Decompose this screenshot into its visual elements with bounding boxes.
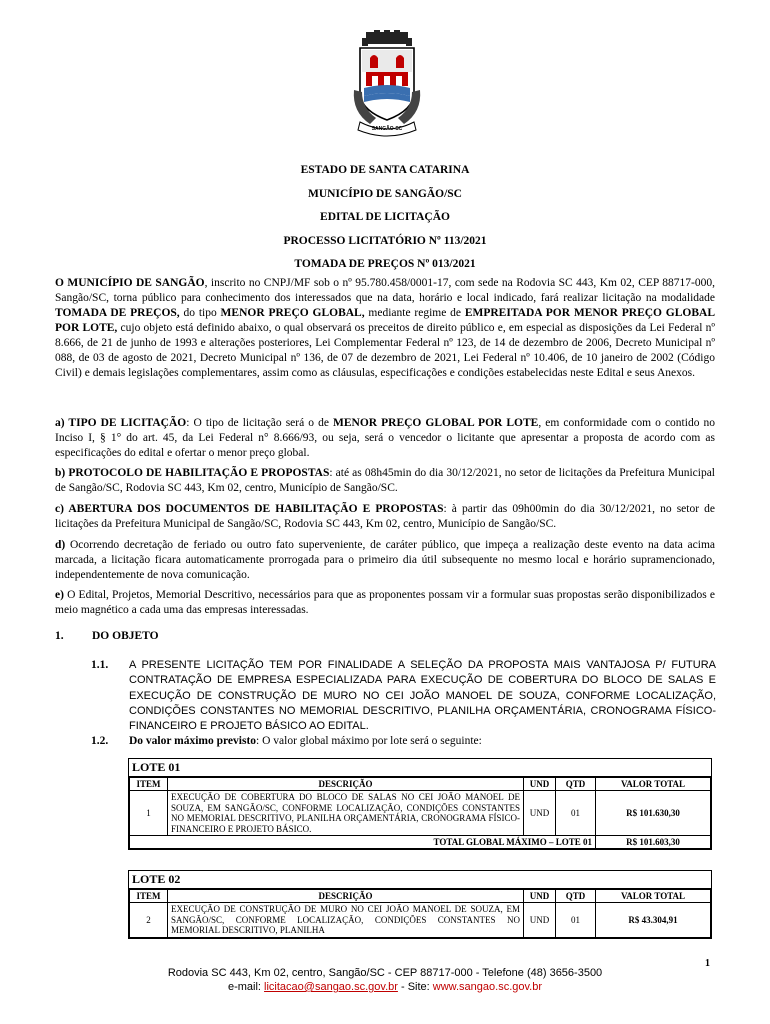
row-item: 2	[130, 903, 168, 938]
coat-of-arms-ribbon-text: SANGÃO-SC	[371, 126, 403, 132]
header-quantity: QTD	[556, 890, 596, 903]
intro-text-4: cujo objeto está definido abaixo, o qual observará os preceitos de direito público e, em especial as disposições da Lei Federal nº 8.666, de 21 de junho de 1993 e alterações posteriores, Lei Complementar Federal nº 123, de 14 de dezembro de 2006, Decreto Municipal nº 088, de 03 de agosto de 2021, Decreto Municipal nº 136, de 07 de dezembro de 2021, Lei Federal nº 10.406, de 10 janeiro de 2002 (Código Civil) e demais legislações complementares, assim como as cláusulas, especificações e condições estabelecidas neste Edital e seus Anexos.	[55, 322, 716, 379]
intro-text-1: , inscrito no CNPJ/MF sob o nº 95.780.458/0001-17, com sede na Rodovia SC 443, Km 02, CEP 88717-000, Sangão/SC, torna público para conhecimento dos interessados que na data, horário e local indicado, fará realizar licitação na modalidade	[55, 277, 715, 304]
table-row	[130, 791, 711, 836]
footer-site-label: - Site:	[397, 981, 433, 993]
intro-text-2: do tipo	[179, 307, 221, 319]
section-1-title: DO OBJETO	[92, 630, 159, 642]
page-footer	[0, 966, 770, 994]
footer-site-link[interactable]: www.sangao.sc.gov.br	[432, 981, 543, 993]
row-description: EXECUÇÃO DE COBERTURA DO BLOCO DE SALAS NO CEI JOÃO MANOEL DE SOUZA, EM SANGÃO/SC, CONFORME LOCALIZAÇÃO, CONDIÇÕES CONSTANTES NO MEMORIAL DESCRITIVO, PLANILHA ORÇAMENTÁRIA, CRONOGRAMA FÍSICO-FINANCEIRO E PROJETO BÁSICO.	[168, 791, 524, 836]
section-1-1-text: A PRESENTE LICITAÇÃO TEM POR FINALIDADE A SELEÇÃO DA PROPOSTA MAIS VANTAJOSA P/ FUTURA CONTRATAÇÃO DE EMPRESA ESPECIALIZADA PARA EXECUÇÃO DE COBERTURA DO BLOCO DE SALAS E EXECUÇÃO DE CONSTRUÇÃO DE MURO NO CEI JOÃO MANOEL DE SOUZA, CONFORME LOCALIZAÇÃO, CONDIÇÕES CONSTANTES NO MEMORIAL DESCRITIVO, PLANILHA ORÇAMENTÁRIA, CRONOGRAMA FÍSICO-FINANCEIRO E PROJETO BÁSICO AO EDITAL.	[129, 659, 716, 733]
municipal-coat-of-arms	[352, 30, 422, 138]
header-tomada: TOMADA DE PREÇOS Nº 013/2021	[294, 258, 476, 270]
header-state: ESTADO DE SANTA CATARINA	[300, 164, 470, 176]
item-d	[55, 538, 715, 583]
row-total: R$ 43.304,91	[596, 903, 711, 938]
header-process: PROCESSO LICITATÓRIO Nº 113/2021	[283, 234, 487, 247]
header-municipality: MUNICÍPIO DE SANGÃO/SC	[308, 187, 462, 200]
section-1-1	[91, 658, 716, 734]
section-1-2-number: 1.2.	[91, 735, 109, 747]
footer-email-link[interactable]: licitacao@sangao.sc.gov.br	[264, 981, 398, 993]
document-header	[0, 162, 770, 280]
item-e-text: O Edital, Projetos, Memorial Descritivo, necessários para que as proponentes possam vir a formular suas propostas serão disponibilizados e meio magnético a cada uma das empresas interessadas.	[55, 589, 715, 616]
header-unit: UND	[524, 890, 556, 903]
item-b-label: b) PROTOCOLO DE HABILITAÇÃO E PROPOSTAS	[55, 467, 330, 479]
item-b	[55, 466, 715, 496]
row-unit: UND	[524, 903, 556, 938]
header-item: ITEM	[130, 890, 168, 903]
table-row	[130, 903, 711, 938]
row-description: EXECUÇÃO DE CONSTRUÇÃO DE MURO NO CEI JOÃO MANOEL DE SOUZA, EM SANGÃO/SC, CONFORME LOCALIZAÇÃO, CONDIÇÕES CONSTANTES NO MEMORIAL DESCRITIVO, PLANILHA	[168, 903, 524, 938]
item-a	[55, 416, 715, 461]
section-1-heading	[55, 630, 159, 642]
row-item: 1	[130, 791, 168, 836]
item-e-label: e)	[55, 589, 64, 601]
section-1-1-number: 1.1.	[91, 659, 109, 671]
footer-contacts	[0, 980, 770, 994]
item-c-label: c) ABERTURA DOS DOCUMENTOS DE HABILITAÇÃO E PROPOSTAS	[55, 503, 444, 515]
footer-address: Rodovia SC 443, Km 02, centro, Sangão/SC - CEP 88717-000 - Telefone (48) 3656-3500	[167, 967, 603, 979]
lote-01-title: LOTE 01	[129, 759, 711, 777]
lote-02-title: LOTE 02	[129, 871, 711, 889]
item-a-text-1: : O tipo de licitação será o de	[186, 417, 333, 429]
section-1-2	[91, 735, 716, 747]
section-1-2-bold: Do valor máximo previsto	[129, 735, 257, 747]
item-b-text: : até as 08h45min do dia 30/12/2021, no setor de licitações da Prefeitura Municipal de Sangão/SC, Rodovia SC 443, Km 02, centro, Município de Sangão/SC.	[55, 467, 715, 494]
intro-bold-2: TOMADA DE PREÇOS,	[55, 307, 180, 319]
intro-bold-3: MENOR PREÇO GLOBAL,	[220, 307, 365, 319]
item-c	[55, 502, 715, 532]
header-unit: UND	[524, 778, 556, 791]
header-item: ITEM	[130, 778, 168, 791]
intro-text-3: mediante regime de	[364, 307, 465, 319]
section-1-number: 1.	[55, 630, 64, 642]
item-e	[55, 588, 715, 618]
lote-01-table	[128, 758, 712, 850]
item-a-label: a) TIPO DE LICITAÇÃO	[55, 417, 187, 429]
global-total-value: R$ 101.603,30	[596, 836, 711, 849]
header-edital: EDITAL DE LICITAÇÃO	[320, 211, 450, 223]
intro-bold-4: EMPREITADA POR MENOR PREÇO GLOBAL POR LOTE,	[55, 307, 716, 334]
row-quantity: 01	[556, 903, 596, 938]
item-a-bold: MENOR PREÇO GLOBAL POR LOTE	[332, 417, 539, 429]
lote-02-table	[128, 870, 712, 939]
header-description: DESCRIÇÃO	[168, 890, 524, 903]
intro-paragraph	[55, 276, 715, 381]
page-number: 1	[705, 958, 710, 969]
header-description: DESCRIÇÃO	[168, 778, 524, 791]
header-total-value: VALOR TOTAL	[596, 778, 711, 791]
footer-email-label: e-mail:	[227, 981, 265, 993]
section-1-2-text: : O valor global máximo por lote será o seguinte:	[256, 735, 482, 747]
row-quantity: 01	[556, 791, 596, 836]
item-d-text: Ocorrendo decretação de feriado ou outro fato superveniente, de caráter público, que impeça a realização deste evento na data acima marcada, a licitação ficara automaticamente prorrogada para o primeiro dia útil subsequente no mesmo local e horário supramencionado, independentemente de nova comunicação.	[55, 539, 715, 581]
item-d-label: d)	[55, 539, 66, 551]
global-total-label: TOTAL GLOBAL MÁXIMO – LOTE 01	[130, 836, 596, 849]
global-total-row	[130, 836, 711, 849]
row-total: R$ 101.630,30	[596, 791, 711, 836]
item-a-text-2: , em conformidade com o contido no Inciso I, § 1° do art. 45, da Lei Federal n° 8.666/93, ou seja, será o vencedor o licitante que apresentar a proposta de acordo com as especificações do edital e ofertar o menor preço global.	[55, 417, 715, 459]
header-total-value: VALOR TOTAL	[596, 890, 711, 903]
row-unit: UND	[524, 791, 556, 836]
header-quantity: QTD	[556, 778, 596, 791]
intro-bold-1: O MUNICÍPIO DE SANGÃO	[55, 277, 205, 289]
item-c-text: : à partir das 09h00min do dia 30/12/2021, no setor de licitações da Prefeitura Municipal de Sangão/SC, Rodovia SC 443, Km 02, centro, Município de Sangão/SC.	[55, 503, 715, 530]
